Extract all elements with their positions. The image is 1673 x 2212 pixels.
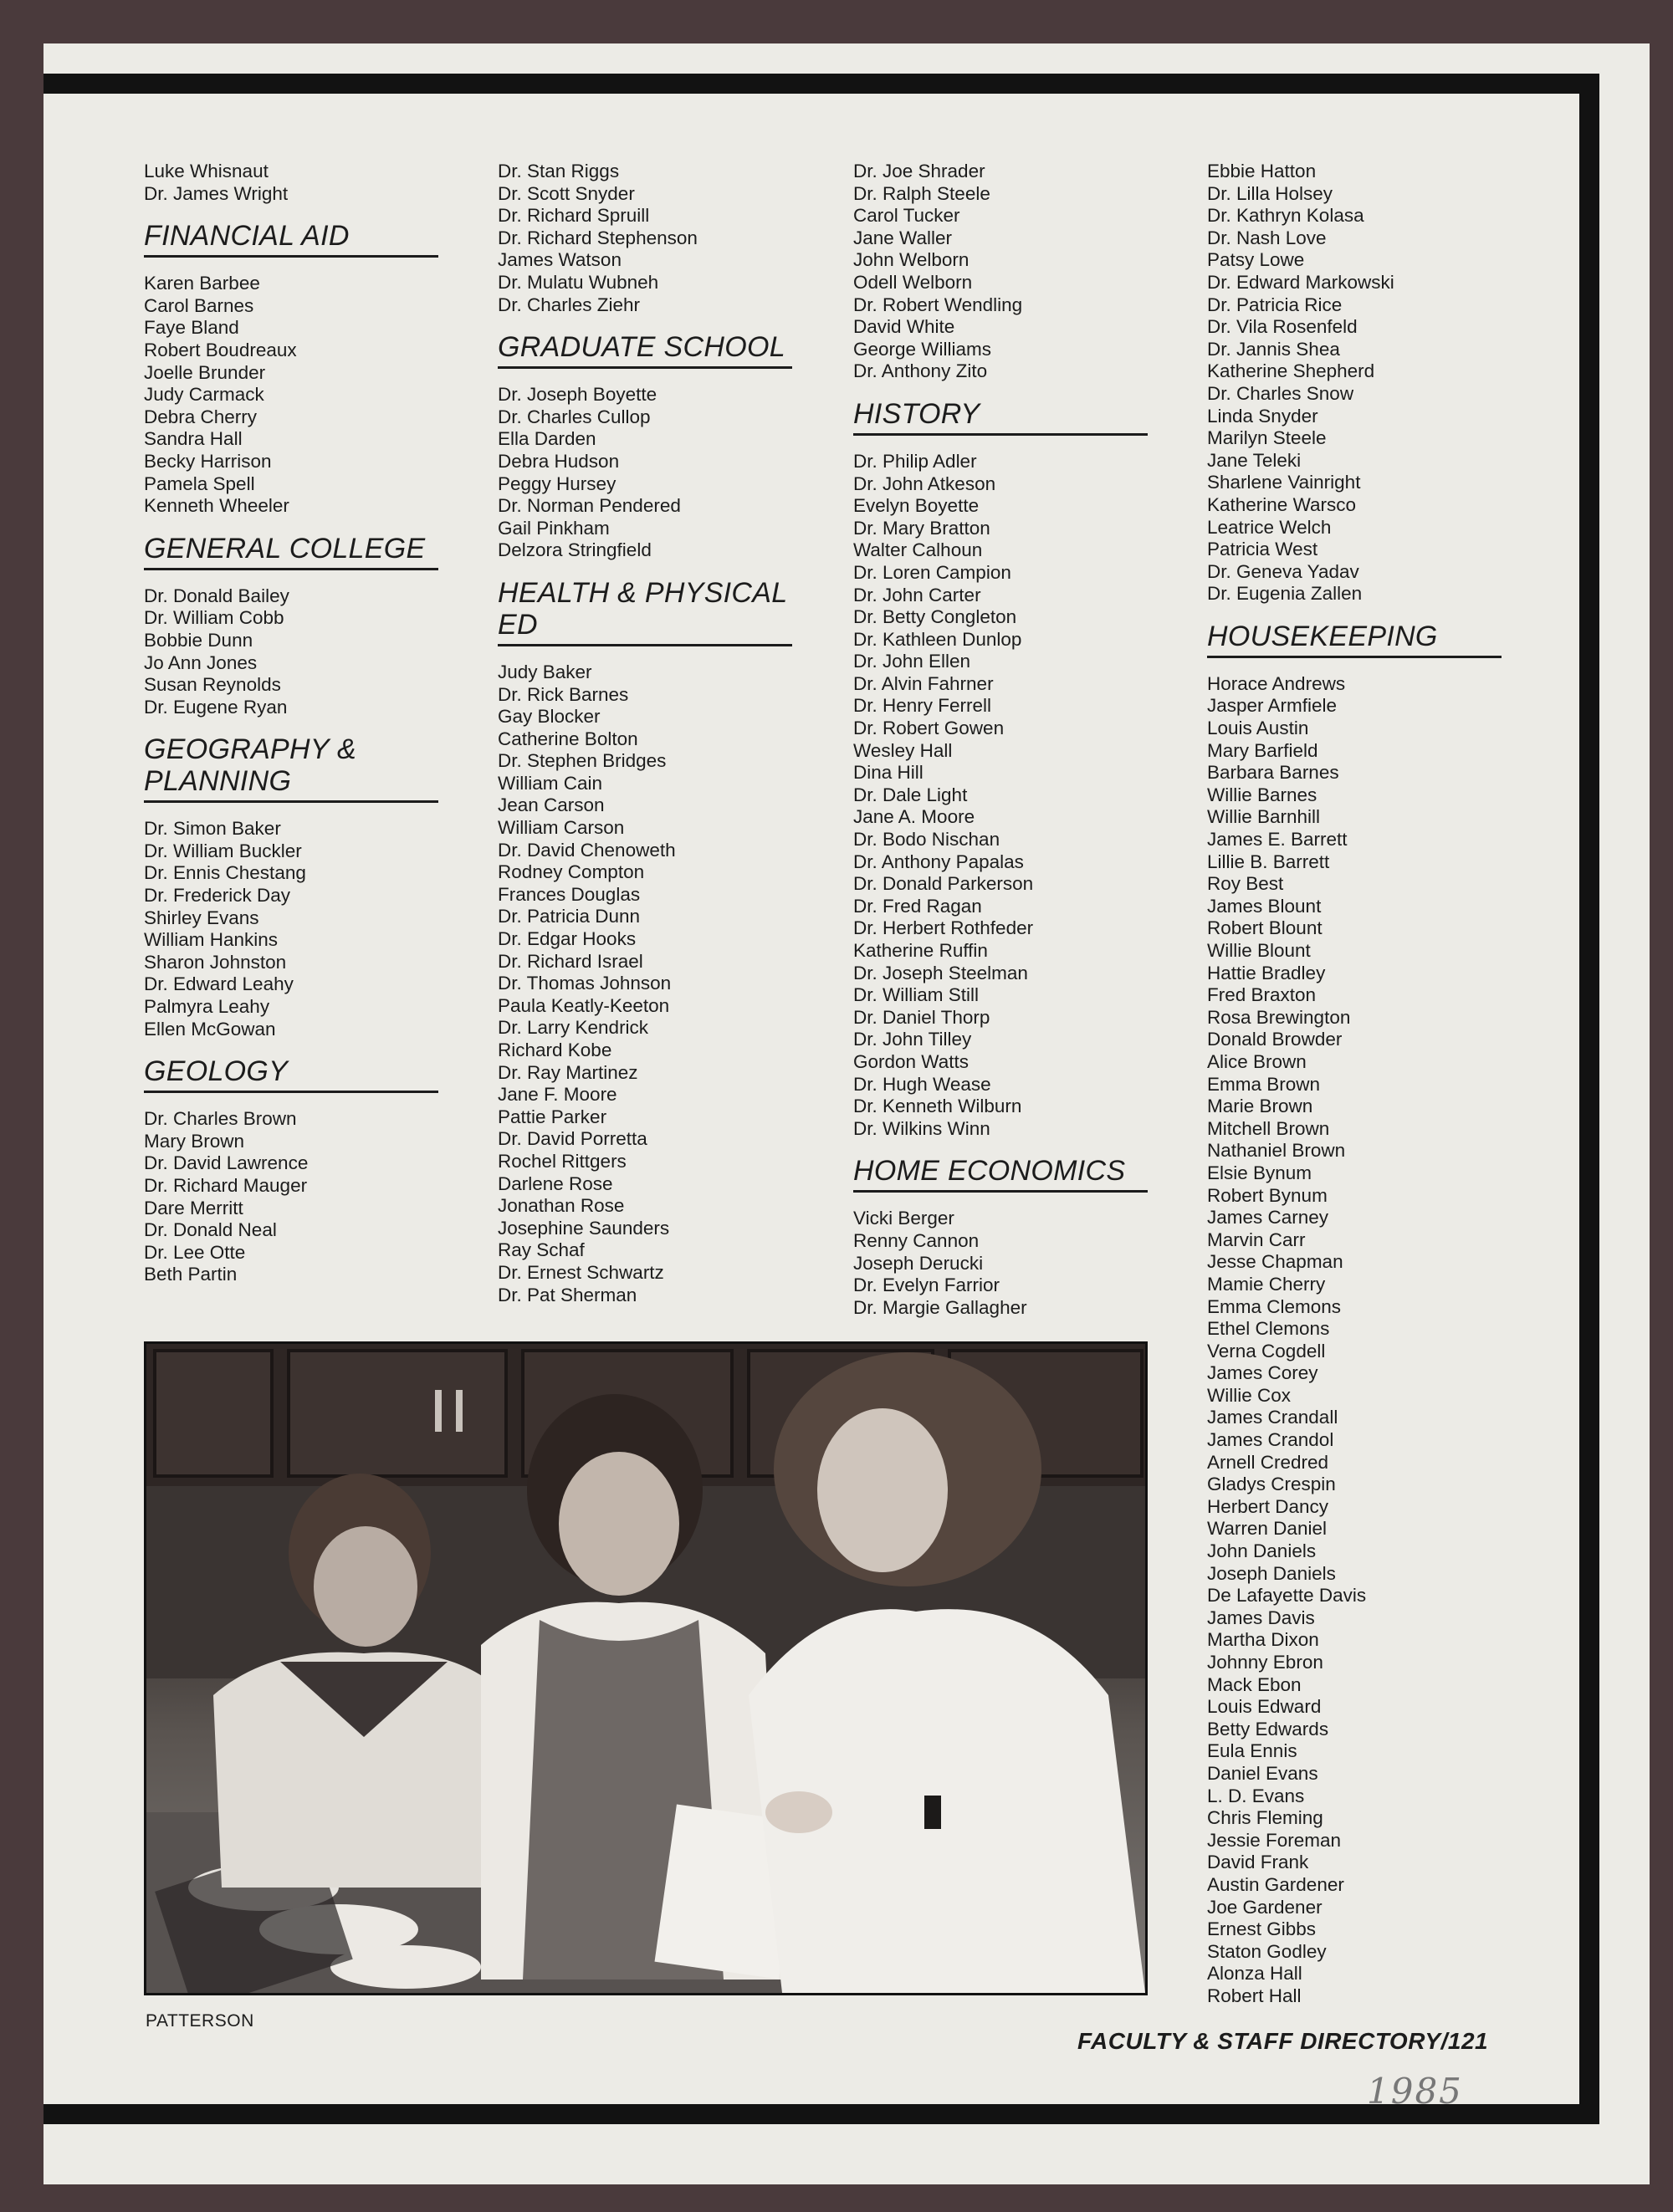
directory-entry: Dr. Edgar Hooks	[498, 928, 637, 950]
directory-entry: Sharlene Vainright	[1207, 472, 1361, 493]
handwritten-year: 1985	[1367, 2071, 1463, 2112]
directory-column-2	[498, 161, 799, 1306]
directory-entry: Dr. Charles Brown	[144, 1108, 297, 1130]
directory-entry: Mack Ebon	[1207, 1673, 1302, 1695]
directory-entry: Wesley Hall	[853, 739, 953, 761]
directory-entry: Renny Cannon	[853, 1229, 980, 1251]
directory-entry: Dr. David Chenoweth	[498, 839, 676, 861]
directory-entry: Dr. David Porretta	[498, 1128, 647, 1150]
directory-entry: Dr. Geneva Yadav	[1207, 560, 1359, 582]
directory-entry: Dr. Charles Ziehr	[498, 294, 641, 315]
directory-entry: Dr. Stephen Bridges	[498, 750, 667, 772]
directory-entry: William Hankins	[144, 929, 279, 951]
directory-entry: Karen Barbee	[144, 273, 260, 294]
directory-entry: Dr. Jannis Shea	[1207, 338, 1340, 360]
directory-entry: Susan Reynolds	[144, 674, 281, 696]
directory-entry: Evelyn Boyette	[853, 495, 980, 517]
directory-entry: William Carson	[498, 817, 625, 839]
directory-entry: Ernest Gibbs	[1207, 1918, 1317, 1940]
directory-entry: Dr. Herbert Rothfeder	[853, 917, 1034, 939]
directory-entry: Jessie Foreman	[1207, 1829, 1342, 1851]
directory-entry: Lillie B. Barrett	[1207, 851, 1330, 872]
directory-entry: Dr. Donald Bailey	[144, 585, 289, 606]
section-heading: HEALTH & PHYSICAL ED	[498, 577, 792, 646]
directory-entry: Dr. Charles Cullop	[498, 406, 651, 427]
directory-entry: David Frank	[1207, 1852, 1309, 1873]
directory-entry: Dr. Patricia Dunn	[498, 906, 641, 927]
directory-entry: Austin Gardener	[1207, 1873, 1344, 1895]
directory-entry: Dr. Vila Rosenfeld	[1207, 316, 1358, 338]
directory-entry: David White	[853, 316, 955, 338]
directory-entry: Alice Brown	[1207, 1050, 1307, 1072]
directory-entry: Dr. Richard Stephenson	[498, 227, 698, 248]
directory-entry: Elsie Bynum	[1207, 1162, 1312, 1183]
directory-entry: Dr. John Carter	[853, 584, 981, 605]
section-heading: FINANCIAL AID	[144, 220, 438, 258]
directory-entry: Ray Schaf	[498, 1239, 585, 1261]
directory-entry: Barbara Barnes	[1207, 762, 1339, 784]
directory-entry: Dr. Margie Gallagher	[853, 1296, 1027, 1318]
directory-entry: Katherine Shepherd	[1207, 360, 1375, 382]
directory-entry: Arnell Credred	[1207, 1451, 1329, 1473]
directory-entry: Verna Cogdell	[1207, 1340, 1326, 1361]
directory-entry: George Williams	[853, 338, 992, 360]
directory-entry: Dr. Edward Markowski	[1207, 271, 1394, 293]
directory-entry: Dr. Joseph Boyette	[498, 384, 657, 406]
directory-entry: Dr. Lee Otte	[144, 1241, 246, 1263]
directory-entry: Dr. William Cobb	[144, 607, 284, 629]
directory-entry: Dr. Kenneth Wilburn	[853, 1096, 1022, 1117]
directory-entry: Katherine Ruffin	[853, 940, 988, 961]
directory-entry: Robert Bynum	[1207, 1184, 1328, 1206]
directory-entry: Dr. Mulatu Wubneh	[498, 271, 659, 293]
directory-entry: De Lafayette Davis	[1207, 1585, 1367, 1607]
directory-entry: Dr. Edward Leahy	[144, 973, 294, 995]
directory-entry: Dr. Donald Parkerson	[853, 873, 1034, 895]
directory-entry: Dr. Pat Sherman	[498, 1284, 637, 1305]
directory-entry: Luke Whisnaut	[144, 161, 269, 181]
directory-entry: Katherine Warsco	[1207, 493, 1356, 515]
directory-entry: Dr. William Buckler	[144, 840, 302, 861]
directory-entry: Dr. David Lawrence	[144, 1152, 309, 1174]
directory-entry: Dr. Bodo Nischan	[853, 829, 1000, 851]
directory-entry: Vicki Berger	[853, 1208, 954, 1229]
directory-entry: Joelle Brunder	[144, 361, 266, 383]
directory-entry: Jonathan Rose	[498, 1195, 625, 1217]
directory-entry: Dr. Philip Adler	[853, 450, 977, 472]
directory-entry: Dr. Ennis Chestang	[144, 862, 306, 884]
directory-entry: Jean Carson	[498, 794, 605, 816]
directory-entry: Dr. Lilla Holsey	[1207, 182, 1333, 204]
section-heading: HOUSEKEEPING	[1207, 621, 1502, 658]
directory-entry: Ellen McGowan	[144, 1018, 276, 1040]
directory-entry: Dr. Richard Spruill	[498, 205, 650, 227]
directory-entry: Dr. John Ellen	[853, 651, 971, 672]
directory-entry: John Welborn	[853, 249, 970, 271]
directory-entry: Dr. Ralph Steele	[853, 182, 990, 204]
directory-entry: Dina Hill	[853, 762, 923, 784]
section-heading: GEOLOGY	[144, 1055, 438, 1093]
directory-entry: Dr. Betty Congleton	[853, 606, 1017, 628]
directory-entry: Peggy Hursey	[498, 473, 617, 494]
right-border-bar	[1579, 74, 1599, 2124]
directory-entry: Dr. Kathleen Dunlop	[853, 628, 1022, 650]
directory-entry: James Crandol	[1207, 1429, 1334, 1451]
directory-entry: Joe Gardener	[1207, 1896, 1323, 1918]
directory-entry: Willie Barnhill	[1207, 806, 1321, 828]
directory-entry: Dr. Stan Riggs	[498, 161, 620, 181]
directory-entry: Sandra Hall	[144, 428, 243, 450]
directory-entry: Martha Dixon	[1207, 1629, 1319, 1651]
directory-entry: Leatrice Welch	[1207, 516, 1332, 538]
directory-entry: Dr. Ray Martinez	[498, 1061, 638, 1083]
directory-entry: Faye Bland	[144, 317, 239, 339]
section-heading: GRADUATE SCHOOL	[498, 331, 792, 369]
directory-entry: Robert Blount	[1207, 917, 1323, 939]
directory-entry: Darlene Rose	[498, 1172, 613, 1194]
directory-entry: Dr. Simon Baker	[144, 818, 281, 840]
directory-entry: James Carney	[1207, 1207, 1329, 1229]
directory-entry: Shirley Evans	[144, 907, 259, 928]
directory-entry: Horace Andrews	[1207, 672, 1346, 694]
directory-entry: Roy Best	[1207, 873, 1284, 895]
directory-entry: Warren Daniel	[1207, 1518, 1327, 1540]
directory-entry: Herbert Dancy	[1207, 1495, 1329, 1517]
directory-entry: Dr. Henry Ferrell	[853, 695, 992, 717]
directory-entry: Dr. Richard Mauger	[144, 1175, 308, 1196]
directory-entry: Kenneth Wheeler	[144, 495, 289, 517]
directory-entry: James Corey	[1207, 1362, 1318, 1384]
directory-column-1	[144, 161, 445, 1286]
directory-entry: Dr. Thomas Johnson	[498, 973, 672, 994]
section-heading: HOME ECONOMICS	[853, 1155, 1148, 1193]
directory-entry: Jane A. Moore	[853, 806, 975, 828]
directory-entry: Dr. Robert Wendling	[853, 294, 1023, 315]
directory-entry: Dr. Robert Gowen	[853, 718, 1005, 739]
directory-entry: Dr. Patricia Rice	[1207, 294, 1343, 315]
directory-entry: Eula Ennis	[1207, 1740, 1297, 1762]
directory-entry: Walter Calhoun	[853, 539, 983, 561]
directory-entry: Pattie Parker	[498, 1106, 607, 1127]
directory-entry: Dr. Fred Ragan	[853, 895, 982, 917]
directory-entry: Johnny Ebron	[1207, 1652, 1323, 1673]
directory-entry: Marilyn Steele	[1207, 427, 1327, 449]
directory-entry: Louis Edward	[1207, 1696, 1322, 1718]
directory-entry: Beth Partin	[144, 1264, 238, 1285]
directory-entry: Jo Ann Jones	[144, 651, 258, 673]
directory-entry: Joseph Derucki	[853, 1252, 984, 1274]
directory-entry: Dr. Larry Kendrick	[498, 1017, 649, 1039]
directory-entry: Odell Welborn	[853, 271, 973, 293]
directory-entry: Marie Brown	[1207, 1096, 1313, 1117]
directory-entry: James Davis	[1207, 1607, 1315, 1628]
directory-entry: Dr. Anthony Papalas	[853, 851, 1024, 872]
directory-entry: Sharon Johnston	[144, 951, 287, 973]
directory-entry: Judy Carmack	[144, 384, 264, 406]
directory-column-4	[1207, 161, 1508, 2008]
directory-entry: James Blount	[1207, 895, 1322, 917]
directory-entry: Dr. Anthony Zito	[853, 360, 988, 382]
directory-entry: Gordon Watts	[853, 1050, 969, 1072]
top-border-bar	[43, 74, 1599, 94]
directory-entry: Dr. Frederick Day	[144, 885, 291, 907]
directory-entry: Robert Boudreaux	[144, 339, 297, 360]
directory-entry: James E. Barrett	[1207, 829, 1348, 851]
directory-entry: Dr. Alvin Fahrner	[853, 672, 994, 694]
directory-entry: Dr. James Wright	[144, 182, 289, 204]
directory-entry: Dr. John Tilley	[853, 1029, 972, 1050]
directory-entry: Dr. Donald Neal	[144, 1219, 277, 1241]
directory-entry: Dr. Evelyn Farrior	[853, 1275, 1000, 1296]
directory-entry: Frances Douglas	[498, 883, 641, 905]
bottom-border-bar	[43, 2104, 1599, 2124]
directory-entry: Dr. Nash Love	[1207, 227, 1327, 248]
directory-entry: Rosa Brewington	[1207, 1006, 1351, 1028]
directory-entry: Josephine Saunders	[498, 1217, 670, 1239]
directory-entry: Carol Tucker	[853, 205, 960, 227]
directory-entry: William Cain	[498, 772, 603, 794]
directory-entry: Paula Keatly-Keeton	[498, 994, 670, 1016]
directory-entry: Dr. Ernest Schwartz	[498, 1261, 664, 1283]
directory-entry: Mary Brown	[144, 1130, 245, 1152]
directory-entry: Dr. Loren Campion	[853, 561, 1011, 583]
directory-entry: Carol Barnes	[144, 294, 254, 316]
directory-entry: Dare Merritt	[144, 1197, 243, 1218]
directory-entry: Pamela Spell	[144, 473, 255, 494]
page-footer: FACULTY & STAFF DIRECTORY/121	[1077, 2028, 1489, 2054]
directory-entry: Dr. Joseph Steelman	[853, 962, 1028, 983]
directory-entry: Jane F. Moore	[498, 1084, 617, 1106]
directory-entry: Catherine Bolton	[498, 728, 638, 749]
directory-entry: Donald Browder	[1207, 1029, 1343, 1050]
directory-entry: Jesse Chapman	[1207, 1251, 1343, 1273]
directory-entry: Gladys Crespin	[1207, 1474, 1336, 1495]
section-heading: GENERAL COLLEGE	[144, 533, 438, 570]
directory-entry: Dr. Joe Shrader	[853, 161, 985, 181]
directory-entry: Patricia West	[1207, 539, 1318, 560]
directory-entry: Willie Barnes	[1207, 784, 1317, 805]
directory-entry: Joseph Daniels	[1207, 1562, 1336, 1584]
directory-entry: Debra Hudson	[498, 450, 620, 472]
directory-entry: Dr. Hugh Wease	[853, 1073, 991, 1095]
directory-entry: Dr. Kathryn Kolasa	[1207, 205, 1364, 227]
directory-entry: James Crandall	[1207, 1407, 1338, 1428]
directory-entry: Dr. Rick Barnes	[498, 683, 629, 705]
directory-entry: Delzora Stringfield	[498, 539, 652, 561]
directory-entry: Gail Pinkham	[498, 517, 610, 539]
directory-entry: Willie Blount	[1207, 940, 1311, 961]
directory-entry: Dr. Eugenia Zallen	[1207, 583, 1363, 605]
directory-entry: Debra Cherry	[144, 406, 258, 427]
directory-entry: John Daniels	[1207, 1540, 1317, 1562]
directory-entry: Louis Austin	[1207, 718, 1309, 739]
photo-credit: PATTERSON	[146, 2011, 254, 2031]
kitchen-photo	[144, 1341, 1148, 1995]
directory-entry: Jasper Armfiele	[1207, 695, 1338, 717]
directory-entry: Dr. Charles Snow	[1207, 382, 1354, 404]
directory-entry: L. D. Evans	[1207, 1785, 1305, 1806]
directory-entry: Daniel Evans	[1207, 1762, 1318, 1784]
directory-entry: Dr. Mary Bratton	[853, 517, 990, 539]
directory-entry: Chris Fleming	[1207, 1807, 1323, 1829]
directory-entry: Dr. Eugene Ryan	[144, 696, 288, 718]
directory-entry: Willie Cox	[1207, 1384, 1292, 1406]
directory-entry: Hattie Bradley	[1207, 962, 1326, 983]
directory-entry: Dr. Scott Snyder	[498, 182, 635, 204]
directory-entry: Dr. Norman Pendered	[498, 495, 681, 517]
directory-entry: Judy Baker	[498, 661, 592, 682]
directory-entry: Ebbie Hatton	[1207, 161, 1317, 181]
directory-entry: Dr. William Still	[853, 984, 979, 1006]
directory-entry: Dr. John Atkeson	[853, 473, 996, 494]
directory-entry: Bobbie Dunn	[144, 629, 253, 651]
directory-entry: Rodney Compton	[498, 861, 645, 883]
directory-entry: Richard Kobe	[498, 1040, 612, 1060]
directory-entry: Becky Harrison	[144, 450, 272, 472]
directory-entry: Jane Waller	[853, 227, 952, 248]
directory-entry: Alonza Hall	[1207, 1963, 1302, 1985]
section-heading: HISTORY	[853, 398, 1148, 436]
directory-entry: Dr. Wilkins Winn	[853, 1117, 990, 1139]
directory-entry: Gay Blocker	[498, 706, 601, 728]
directory-entry: Jane Teleki	[1207, 449, 1302, 471]
directory-entry: Dr. Richard Israel	[498, 950, 643, 972]
directory-entry: Ethel Clemons	[1207, 1318, 1330, 1340]
directory-entry: Betty Edwards	[1207, 1718, 1329, 1739]
directory-entry: Dr. Dale Light	[853, 784, 968, 805]
directory-entry: Marvin Carr	[1207, 1229, 1306, 1250]
directory-entry: Mary Barfield	[1207, 739, 1318, 761]
directory-entry: Dr. Daniel Thorp	[853, 1006, 990, 1028]
directory-entry: Mitchell Brown	[1207, 1117, 1330, 1139]
section-heading: GEOGRAPHY & PLANNING	[144, 733, 438, 803]
directory-entry: Fred Braxton	[1207, 984, 1317, 1006]
directory-entry: Emma Brown	[1207, 1073, 1321, 1095]
directory-entry: Nathaniel Brown	[1207, 1140, 1346, 1162]
directory-entry: Robert Hall	[1207, 1985, 1302, 2006]
directory-entry: Patsy Lowe	[1207, 249, 1305, 271]
directory-entry: Staton Godley	[1207, 1940, 1327, 1962]
directory-entry: Palmyra Leahy	[144, 996, 270, 1018]
directory-entry: Rochel Rittgers	[498, 1150, 627, 1172]
directory-entry: Ella Darden	[498, 428, 596, 450]
directory-entry: Linda Snyder	[1207, 405, 1318, 427]
directory-entry: James Watson	[498, 249, 622, 271]
directory-entry: Mamie Cherry	[1207, 1273, 1326, 1295]
directory-entry: Emma Clemons	[1207, 1295, 1342, 1317]
directory-column-3	[853, 161, 1154, 1319]
